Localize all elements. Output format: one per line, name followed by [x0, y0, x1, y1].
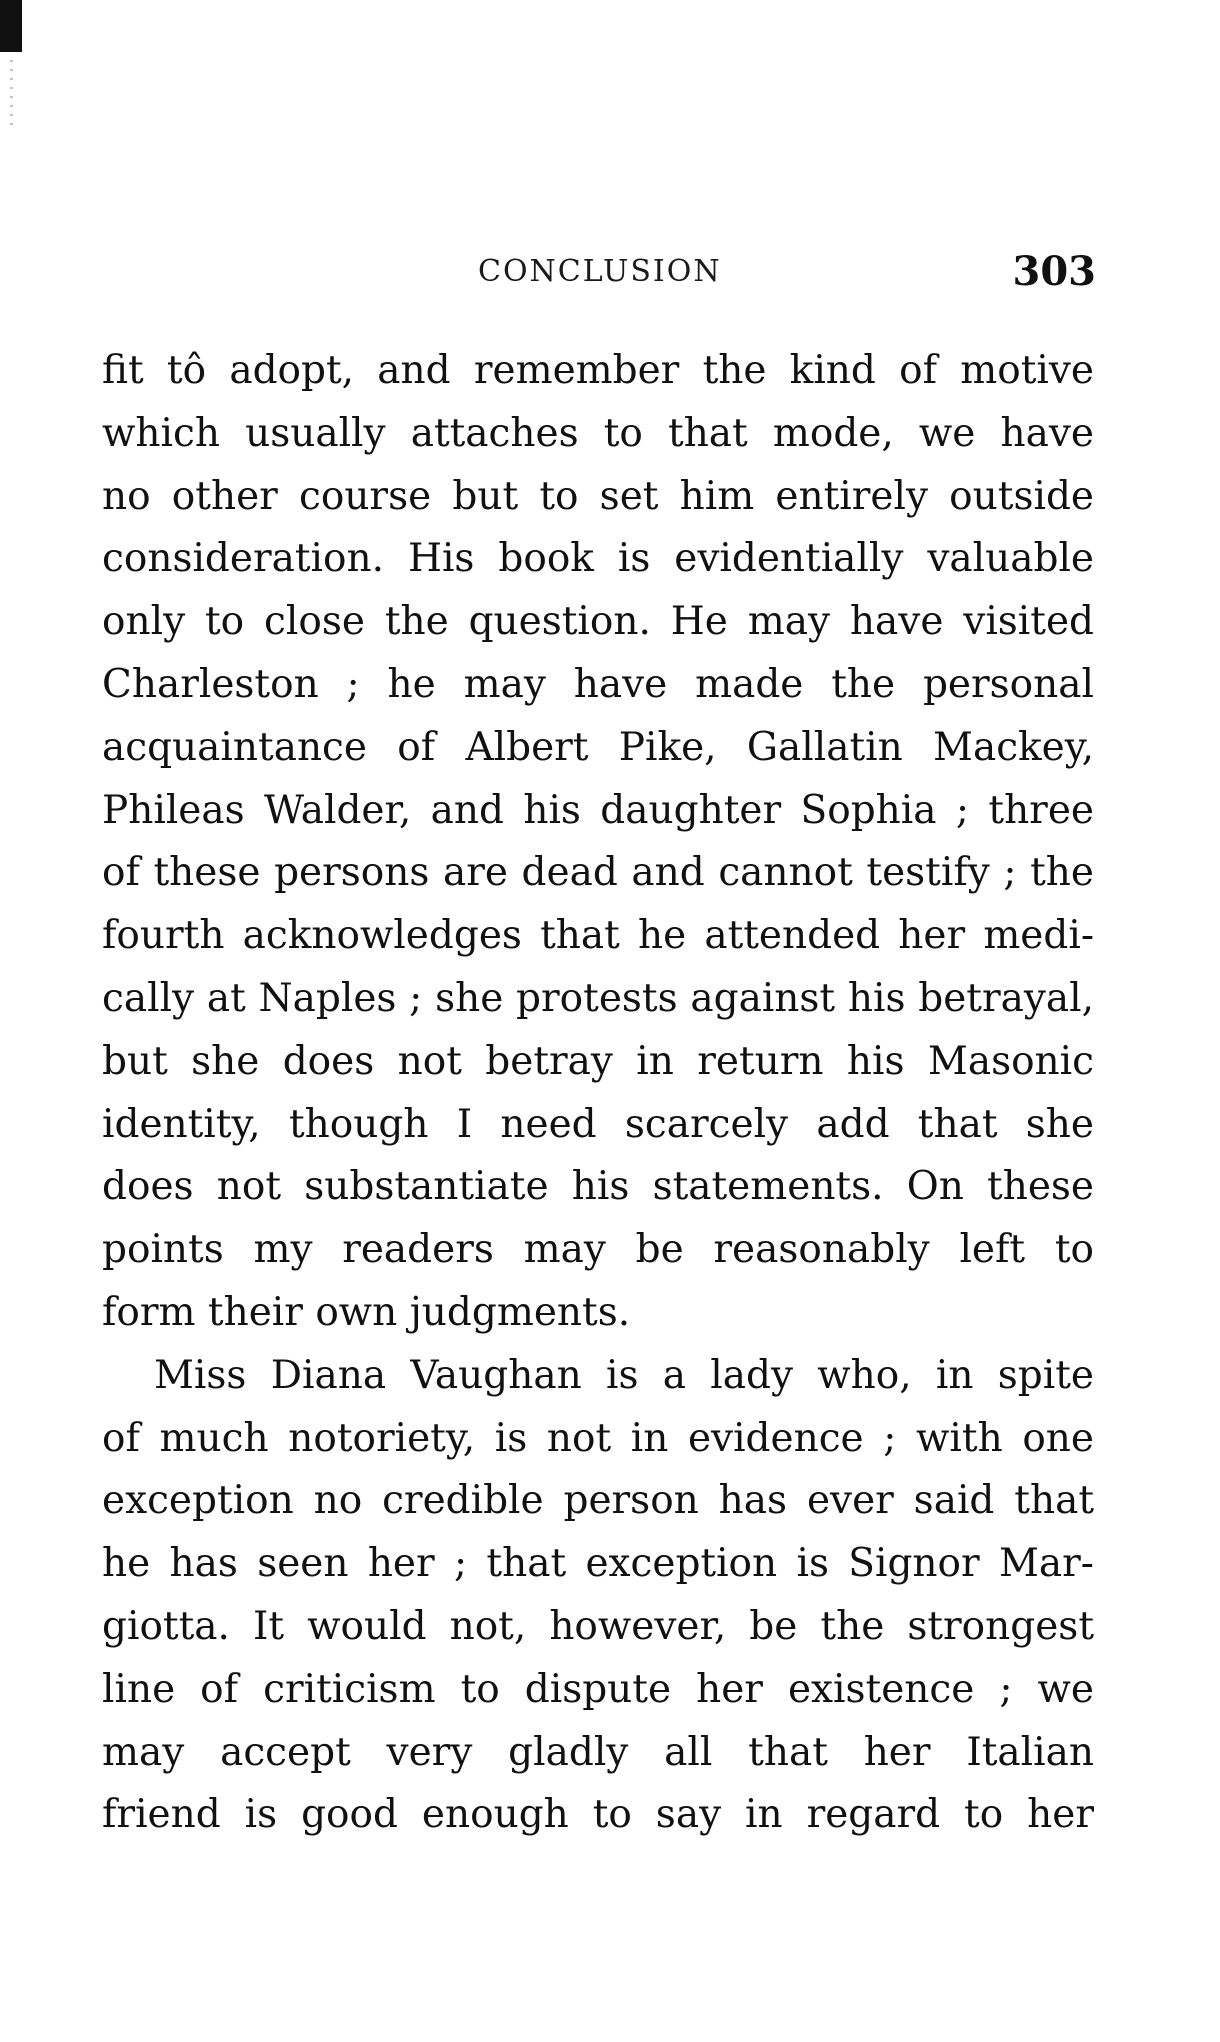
text-line: only to close the question. He may have visited — [102, 599, 1094, 645]
text-line: of much notoriety, is not in evidence ; with one — [102, 1415, 1094, 1461]
scan-corner-mark — [0, 0, 22, 52]
text-line: may accept very gladly all that her Italian — [102, 1729, 1094, 1775]
paragraph-2 — [102, 1345, 1094, 1847]
scan-edge-specks — [10, 60, 13, 130]
text-line: form their own judgments. — [102, 1289, 631, 1335]
text-line: which usually attaches to that mode, we have — [102, 410, 1094, 456]
body-text — [102, 340, 1094, 1847]
text-line: friend is good enough to say in regard to her — [102, 1792, 1094, 1838]
page-number: 303 — [1012, 248, 1096, 295]
text-line: Phileas Walder, and his daughter Sophia ; three — [102, 787, 1094, 833]
text-line: does not substantiate his statements. On these — [102, 1164, 1094, 1210]
text-line: consideration. His book is evidentially valuable — [102, 536, 1094, 582]
text-line: exception no credible person has ever said that — [102, 1478, 1094, 1524]
paragraph-1 — [102, 340, 1094, 1345]
text-line: he has seen her ; that exception is Signor Mar- — [102, 1541, 1094, 1587]
running-head — [0, 248, 1220, 298]
text-line: identity, though I need scarcely add that she — [102, 1101, 1094, 1147]
text-line: giotta. It would not, however, be the strongest — [102, 1603, 1094, 1649]
running-title: CONCLUSION — [478, 254, 722, 289]
text-line: Charleston ; he may have made the personal — [102, 661, 1094, 707]
text-line: cally at Naples ; she protests against his betrayal, — [102, 975, 1094, 1021]
text-line: no other course but to set him entirely outside — [102, 473, 1094, 519]
text-line: but she does not betray in return his Masonic — [102, 1038, 1094, 1084]
text-line: acquaintance of Albert Pike, Gallatin Mackey, — [102, 724, 1094, 770]
text-line: fit tô adopt, and remember the kind of motive — [102, 348, 1094, 393]
text-line: Miss Diana Vaughan is a lady who, in spite — [154, 1352, 1094, 1398]
text-line: fourth acknowledges that he attended her medi- — [102, 913, 1094, 959]
text-line: of these persons are dead and cannot testify ; the — [102, 850, 1094, 896]
text-line: line of criticism to dispute her existence ; we — [102, 1666, 1094, 1712]
text-line: points my readers may be reasonably left to — [102, 1227, 1094, 1273]
